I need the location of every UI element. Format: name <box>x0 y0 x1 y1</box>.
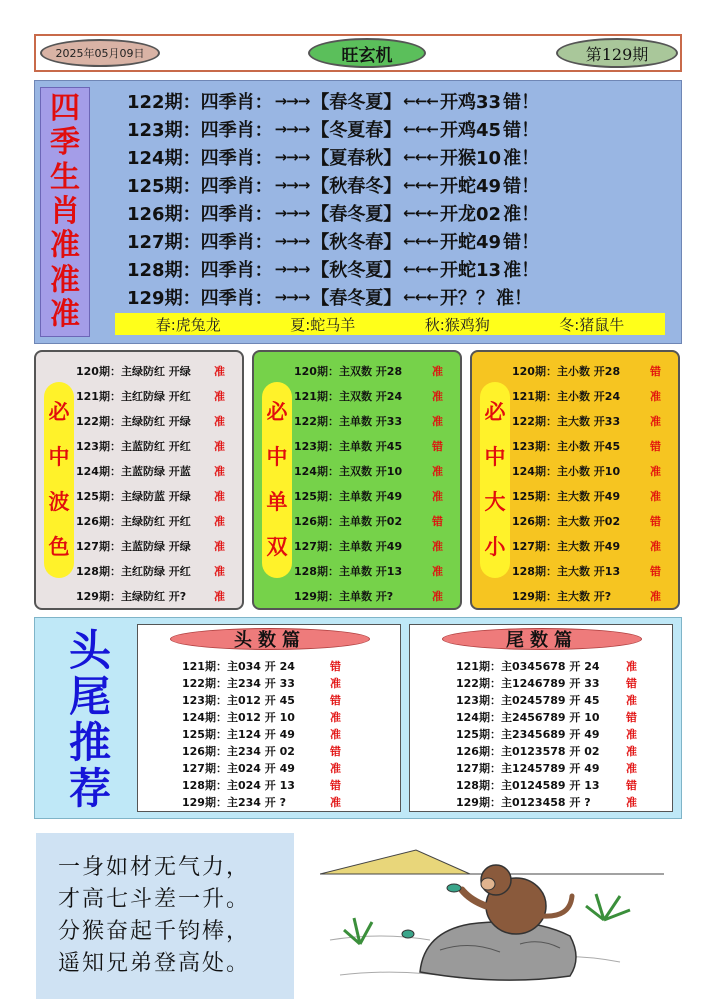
row-issue: 127期： <box>127 232 201 253</box>
list-item <box>76 433 242 458</box>
list-item <box>294 483 460 508</box>
item-text: 122期：主绿防红 开绿 <box>76 414 191 428</box>
item-text: 121期：主034 开 24 <box>182 659 295 673</box>
title-char: 尾 <box>68 672 111 721</box>
title-char: 中 <box>266 445 288 469</box>
arrow-left-icon: ←←← <box>403 120 439 138</box>
item-result: 准 <box>330 676 341 690</box>
item-result: 准 <box>626 761 637 775</box>
item-text: 127期：主024 开 49 <box>182 761 295 775</box>
season-row <box>127 115 667 143</box>
row-result: 准！ <box>496 288 533 309</box>
row-result: 准！ <box>503 148 540 169</box>
list-item <box>512 558 678 583</box>
arrow-right-icon: →→→ <box>274 260 310 278</box>
zodiac-legend-summer: 夏:蛇马羊 <box>290 315 356 334</box>
poem-box <box>36 833 294 999</box>
list-item <box>182 657 392 674</box>
title-char: 中 <box>48 445 70 469</box>
item-result: 准 <box>650 589 661 603</box>
wave-color-box <box>34 350 244 610</box>
season-row <box>127 199 667 227</box>
item-result: 准 <box>650 389 661 403</box>
list-item <box>294 358 460 383</box>
item-text: 128期：主0124589 开 13 <box>456 778 600 792</box>
list-item <box>76 483 242 508</box>
row-result: 错！ <box>503 176 540 197</box>
item-result: 准 <box>626 795 637 809</box>
row-open: 开蛇13 <box>440 260 502 281</box>
item-text: 122期：主234 开 33 <box>182 676 295 690</box>
list-item <box>294 533 460 558</box>
item-result: 错 <box>330 659 341 673</box>
big-small-title <box>480 382 510 578</box>
item-text: 128期：主红防绿 开红 <box>76 564 191 578</box>
item-text: 127期：主大数 开49 <box>512 539 621 553</box>
list-item <box>76 358 242 383</box>
list-item <box>294 458 460 483</box>
item-text: 129期：主单数 开? <box>294 589 394 603</box>
big-small-box <box>470 350 680 610</box>
side-title-char: 准 <box>50 262 80 298</box>
title-char: 荐 <box>68 764 111 813</box>
item-result: 准 <box>214 389 225 403</box>
item-text: 124期：主小数 开10 <box>512 464 621 478</box>
item-text: 126期：主0123578 开 02 <box>456 744 600 758</box>
list-item <box>512 583 678 608</box>
list-item <box>456 793 666 810</box>
row-label: 四季肖： <box>200 260 273 281</box>
list-item <box>512 433 678 458</box>
title-char: 必 <box>266 400 288 424</box>
page-title: 旺玄机 <box>308 38 426 68</box>
row-open: 开蛇49 <box>440 232 502 253</box>
side-title-char: 四 <box>50 91 80 127</box>
row-result: 错！ <box>503 232 540 253</box>
list-item <box>76 383 242 408</box>
row-open: 开？？ <box>440 288 495 309</box>
list-item <box>182 725 392 742</box>
item-result: 准 <box>330 761 341 775</box>
header-bar <box>34 34 682 72</box>
item-text: 124期：主蓝防绿 开蓝 <box>76 464 191 478</box>
item-result: 准 <box>432 464 443 478</box>
arrow-left-icon: ←←← <box>403 260 439 278</box>
item-result: 错 <box>650 364 661 378</box>
title-char: 必 <box>484 400 506 424</box>
title-char: 中 <box>484 445 506 469</box>
title-char: 头 <box>68 626 111 675</box>
season-row <box>127 227 667 255</box>
arrow-left-icon: ←←← <box>403 148 439 166</box>
side-title-char: 准 <box>50 228 80 264</box>
row-result: 错！ <box>503 120 540 141</box>
row-issue: 122期： <box>127 92 201 113</box>
list-item <box>76 458 242 483</box>
big-small-list <box>512 358 678 608</box>
item-text: 125期：主绿防蓝 开绿 <box>76 489 191 503</box>
item-text: 128期：主024 开 13 <box>182 778 295 792</box>
row-result: 准！ <box>503 204 540 225</box>
head-tail-title <box>47 626 133 813</box>
item-text: 128期：主单数 开13 <box>294 564 403 578</box>
list-item <box>294 558 460 583</box>
row-label: 四季肖： <box>200 148 273 169</box>
arrow-left-icon: ←←← <box>403 176 439 194</box>
item-text: 126期：主绿防红 开红 <box>76 514 191 528</box>
item-result: 准 <box>626 744 637 758</box>
title-char: 小 <box>484 535 506 559</box>
arrow-right-icon: →→→ <box>274 176 310 194</box>
item-text: 128期：主大数 开13 <box>512 564 621 578</box>
poem-line: 才高七斗差一升。 <box>58 887 251 912</box>
arrow-left-icon: ←←← <box>403 232 439 250</box>
row-label: 四季肖： <box>200 176 273 197</box>
arrow-right-icon: →→→ <box>274 92 310 110</box>
item-result: 错 <box>432 439 443 453</box>
side-title-char: 季 <box>50 125 80 161</box>
list-item <box>182 759 392 776</box>
item-text: 129期：主234 开 ? <box>182 795 286 809</box>
list-item <box>182 691 392 708</box>
season-row <box>127 255 667 283</box>
row-label: 四季肖： <box>200 120 273 141</box>
arrow-right-icon: →→→ <box>274 232 310 250</box>
item-result: 准 <box>214 439 225 453</box>
item-result: 准 <box>432 414 443 428</box>
list-item <box>512 383 678 408</box>
list-item <box>182 776 392 793</box>
list-item <box>512 483 678 508</box>
row-issue: 125期： <box>127 176 201 197</box>
row-pick: 【秋冬春】 <box>311 232 402 253</box>
zodiac-legend-bar <box>115 313 665 335</box>
item-text: 121期：主小数 开24 <box>512 389 621 403</box>
odd-even-box <box>252 350 462 610</box>
list-item <box>182 674 392 691</box>
head-tail-section <box>34 617 682 819</box>
item-text: 122期：主1246789 开 33 <box>456 676 600 690</box>
season-zodiac-side-title <box>40 87 90 337</box>
list-item <box>182 742 392 759</box>
row-pick: 【秋冬夏】 <box>311 260 402 281</box>
title-char: 大 <box>484 490 506 514</box>
side-title-char: 准 <box>50 296 80 332</box>
arrow-right-icon: →→→ <box>274 120 310 138</box>
item-result: 准 <box>432 489 443 503</box>
item-text: 123期：主小数 开45 <box>512 439 621 453</box>
row-open: 开龙02 <box>440 204 502 225</box>
item-text: 124期：主012 开 10 <box>182 710 295 724</box>
row-pick: 【春冬夏】 <box>311 288 402 309</box>
row-result: 错！ <box>503 92 540 113</box>
season-row <box>127 143 667 171</box>
monkey-face <box>481 878 495 890</box>
item-result: 准 <box>214 414 225 428</box>
item-result: 错 <box>626 710 637 724</box>
item-text: 125期：主2345689 开 49 <box>456 727 600 741</box>
item-text: 121期：主0345678 开 24 <box>456 659 600 673</box>
item-text: 121期：主红防绿 开红 <box>76 389 191 403</box>
item-result: 准 <box>214 564 225 578</box>
list-item <box>182 793 392 810</box>
item-result: 准 <box>214 464 225 478</box>
title-char: 单 <box>266 490 288 514</box>
row-issue: 126期： <box>127 204 201 225</box>
season-zodiac-section <box>34 80 682 344</box>
item-result: 准 <box>330 727 341 741</box>
row-pick: 【冬夏春】 <box>311 120 402 141</box>
season-row <box>127 171 667 199</box>
season-zodiac-list <box>127 87 667 311</box>
item-text: 124期：主2456789 开 10 <box>456 710 600 724</box>
stone-in-hand <box>447 884 461 892</box>
list-item <box>76 558 242 583</box>
list-item <box>512 358 678 383</box>
item-result: 准 <box>432 589 443 603</box>
list-item <box>456 691 666 708</box>
item-result: 错 <box>650 564 661 578</box>
tail-number-title: 尾数篇 <box>442 628 642 650</box>
list-item <box>456 657 666 674</box>
list-item <box>512 533 678 558</box>
item-result: 准 <box>330 795 341 809</box>
item-text: 122期：主大数 开33 <box>512 414 621 428</box>
item-text: 125期：主124 开 49 <box>182 727 295 741</box>
item-text: 121期：主双数 开24 <box>294 389 403 403</box>
zodiac-legend-spring: 春:虎兔龙 <box>155 315 221 334</box>
zodiac-legend-winter: 冬:猪鼠牛 <box>559 315 625 334</box>
odd-even-title <box>262 382 292 578</box>
side-title-char: 生 <box>50 159 80 195</box>
item-text: 123期：主单数 开45 <box>294 439 403 453</box>
season-row <box>127 87 667 115</box>
item-result: 错 <box>330 744 341 758</box>
item-result: 准 <box>214 489 225 503</box>
item-result: 准 <box>650 414 661 428</box>
item-result: 准 <box>214 589 225 603</box>
list-item <box>76 408 242 433</box>
list-item <box>456 742 666 759</box>
head-number-list <box>182 657 392 810</box>
item-text: 129期：主0123458 开 ? <box>456 795 591 809</box>
list-item <box>294 508 460 533</box>
season-row <box>127 283 667 311</box>
list-item <box>294 433 460 458</box>
item-text: 125期：主单数 开49 <box>294 489 403 503</box>
item-text: 125期：主大数 开49 <box>512 489 621 503</box>
item-text: 124期：主双数 开10 <box>294 464 403 478</box>
item-result: 错 <box>650 514 661 528</box>
row-open: 开猴10 <box>440 148 502 169</box>
arrow-right-icon: →→→ <box>274 148 310 166</box>
list-item <box>456 725 666 742</box>
tail-number-panel <box>409 624 673 812</box>
item-text: 126期：主234 开 02 <box>182 744 295 758</box>
list-item <box>76 508 242 533</box>
arrow-right-icon: →→→ <box>274 204 310 222</box>
side-title-char: 肖 <box>50 193 80 229</box>
odd-even-list <box>294 358 460 608</box>
title-char: 推 <box>68 718 111 767</box>
wave-color-list <box>76 358 242 608</box>
row-label: 四季肖： <box>200 92 273 113</box>
item-result: 准 <box>432 564 443 578</box>
item-text: 122期：主单数 开33 <box>294 414 403 428</box>
row-pick: 【秋春冬】 <box>311 176 402 197</box>
list-item <box>294 408 460 433</box>
list-item <box>76 533 242 558</box>
row-pick: 【春冬夏】 <box>311 92 402 113</box>
list-item <box>512 458 678 483</box>
item-result: 准 <box>432 389 443 403</box>
list-item <box>512 408 678 433</box>
list-item <box>76 583 242 608</box>
item-result: 准 <box>626 693 637 707</box>
wave-color-title <box>44 382 74 578</box>
item-text: 129期：主大数 开? <box>512 589 612 603</box>
item-text: 120期：主小数 开28 <box>512 364 621 378</box>
row-pick: 【夏春秋】 <box>311 148 402 169</box>
item-text: 120期：主双数 开28 <box>294 364 403 378</box>
item-result: 错 <box>330 693 341 707</box>
date-badge: 2025年05月09日 <box>40 39 160 67</box>
item-text: 129期：主绿防红 开? <box>76 589 187 603</box>
row-result: 准！ <box>503 260 540 281</box>
item-result: 错 <box>626 676 637 690</box>
row-issue: 129期： <box>127 288 201 309</box>
title-char: 双 <box>266 535 288 559</box>
row-open: 开蛇49 <box>440 176 502 197</box>
row-open: 开鸡45 <box>440 120 502 141</box>
item-result: 准 <box>626 727 637 741</box>
poem-line: 遥知兄弟登高处。 <box>58 951 251 976</box>
arrow-left-icon: ←←← <box>403 288 439 306</box>
list-item <box>456 708 666 725</box>
item-result: 准 <box>650 464 661 478</box>
list-item <box>182 708 392 725</box>
list-item <box>294 583 460 608</box>
title-char: 色 <box>48 535 70 559</box>
item-text: 123期：主012 开 45 <box>182 693 295 707</box>
arrow-left-icon: ←←← <box>403 204 439 222</box>
item-result: 错 <box>626 778 637 792</box>
item-result: 准 <box>650 489 661 503</box>
poem-line: 分猴奋起千钧棒， <box>58 919 251 944</box>
item-result: 准 <box>626 659 637 673</box>
item-result: 准 <box>214 364 225 378</box>
row-issue: 124期： <box>127 148 201 169</box>
item-text: 126期：主单数 开02 <box>294 514 403 528</box>
item-text: 120期：主绿防红 开绿 <box>76 364 191 378</box>
row-issue: 123期： <box>127 120 201 141</box>
list-item <box>512 508 678 533</box>
list-item <box>294 383 460 408</box>
item-result: 准 <box>330 710 341 724</box>
row-label: 四季肖： <box>200 232 273 253</box>
item-text: 127期：主蓝防绿 开绿 <box>76 539 191 553</box>
item-result: 错 <box>330 778 341 792</box>
item-result: 错 <box>650 439 661 453</box>
stone-on-ground <box>402 930 414 938</box>
issue-badge: 第129期 <box>556 38 678 68</box>
item-text: 123期：主0245789 开 45 <box>456 693 600 707</box>
poem-line: 一身如材无气力， <box>58 855 251 880</box>
monkey-illustration <box>320 840 664 990</box>
tail-number-list <box>456 657 666 810</box>
item-text: 127期：主单数 开49 <box>294 539 403 553</box>
row-open: 开鸡33 <box>440 92 502 113</box>
item-result: 准 <box>432 364 443 378</box>
zodiac-legend-autumn: 秋:猴鸡狗 <box>424 315 490 334</box>
head-number-panel <box>137 624 401 812</box>
list-item <box>456 759 666 776</box>
arrow-left-icon: ←←← <box>403 92 439 110</box>
row-issue: 128期： <box>127 260 201 281</box>
title-char: 波 <box>48 490 70 514</box>
list-item <box>456 674 666 691</box>
item-result: 准 <box>214 514 225 528</box>
arrow-right-icon: →→→ <box>274 288 310 306</box>
item-result: 错 <box>432 514 443 528</box>
title-char: 必 <box>48 400 70 424</box>
head-number-title: 头数篇 <box>170 628 370 650</box>
item-result: 准 <box>214 539 225 553</box>
item-result: 准 <box>650 539 661 553</box>
item-text: 126期：主大数 开02 <box>512 514 621 528</box>
row-label: 四季肖： <box>200 288 273 309</box>
row-pick: 【春冬夏】 <box>311 204 402 225</box>
item-text: 127期：主1245789 开 49 <box>456 761 600 775</box>
item-text: 123期：主蓝防红 开红 <box>76 439 191 453</box>
list-item <box>456 776 666 793</box>
row-label: 四季肖： <box>200 204 273 225</box>
item-result: 准 <box>432 539 443 553</box>
